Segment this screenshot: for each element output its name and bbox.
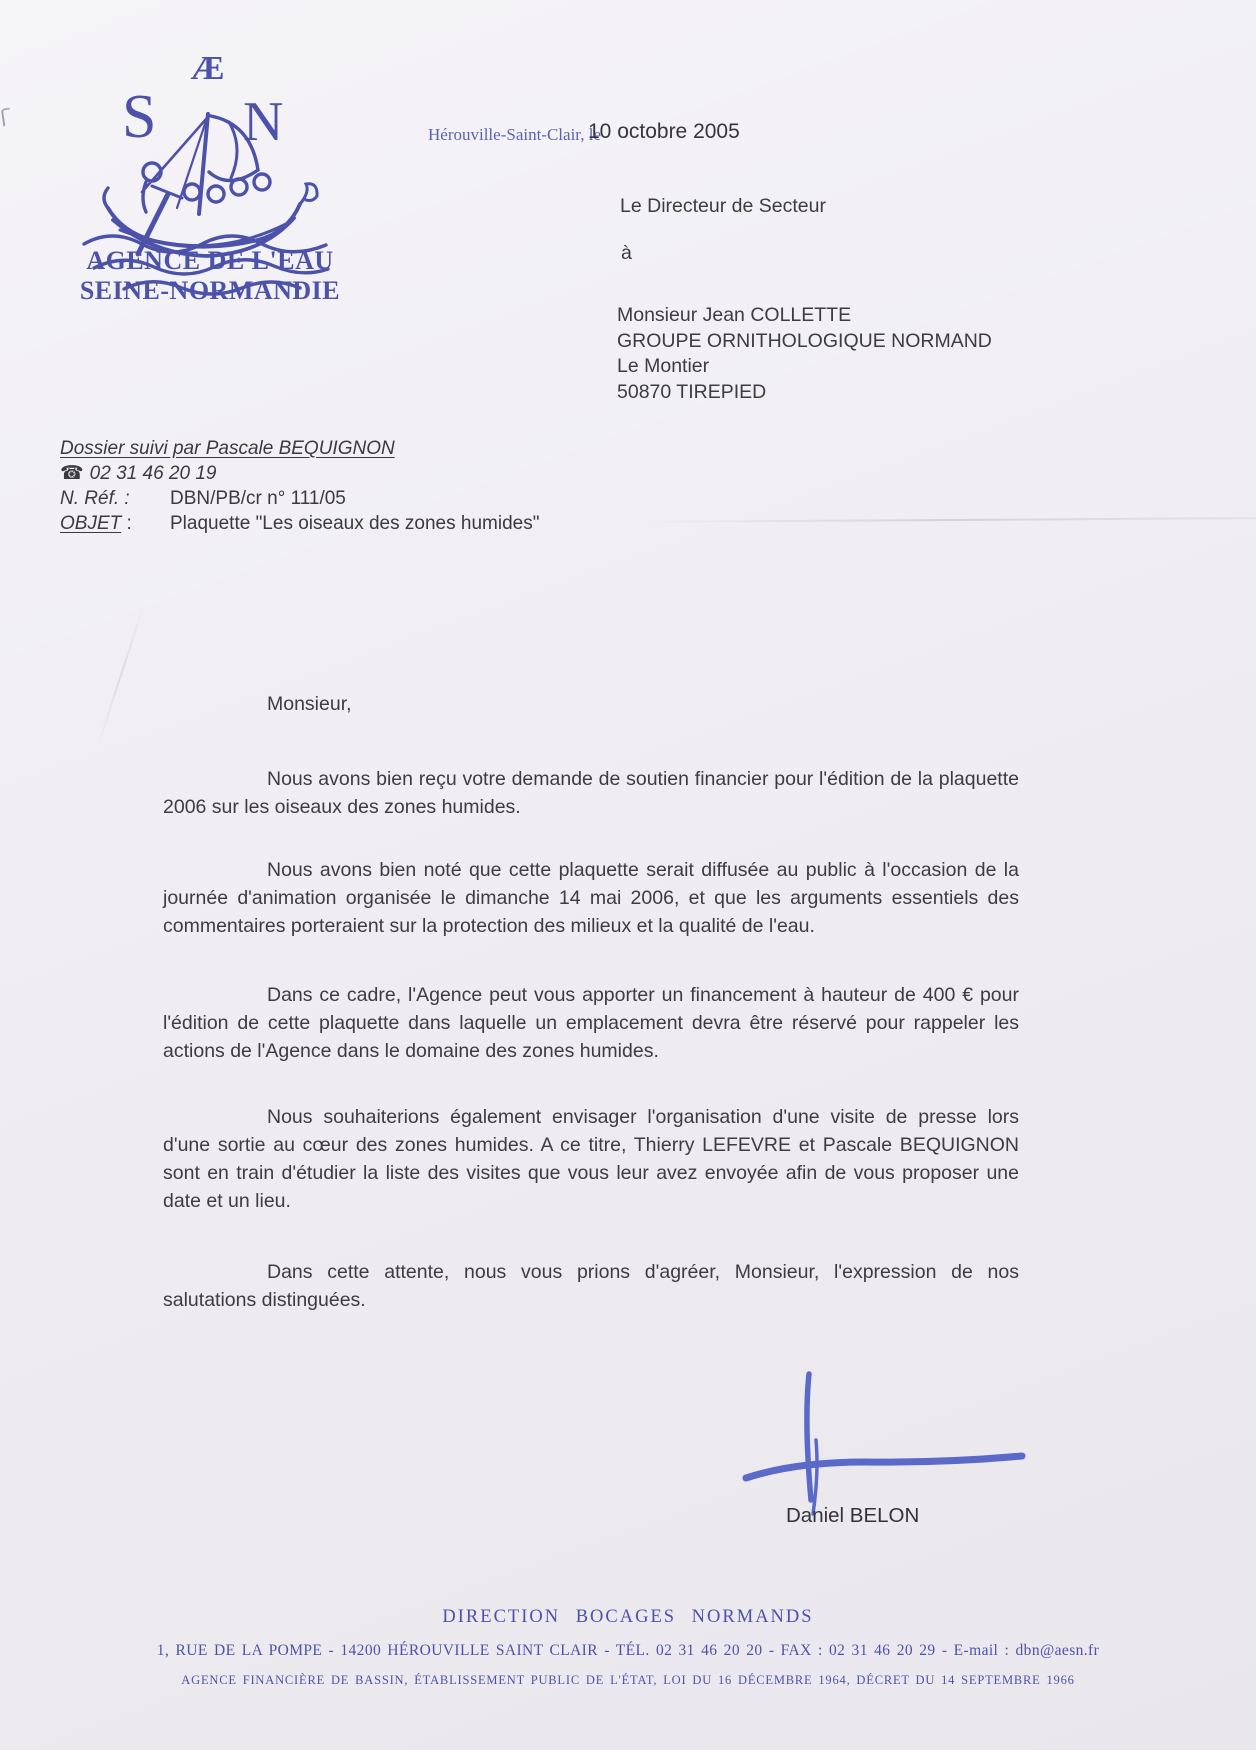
paper-crease-horizontal [635, 517, 1256, 523]
recipient-city: 50870 TIREPIED [617, 380, 767, 403]
paragraph-3: Dans ce cadre, l'Agence peut vous apporter un financement à hauteur de 400 € pour l'édition de cette plaquette dans laquelle un emplacement devra être réservé pour rappeler les actions de l'Agence dans le domaine des zones humides. [163, 984, 1019, 1062]
paragraph-4: Nous souhaiterions également envisager l'organisation d'une visite de presse lors d'une sortie au cœur des zones humides. A ce titre, Thierry LEFEVRE et Pascale BEQUIGNON sont en train d'étudier la liste des visites que vous leur avez envoyée afin de vous proposer une date et un lieu. [163, 1106, 1019, 1212]
case-handler: Dossier suivi par Pascale BEQUIGNON [60, 438, 395, 459]
letter-body [163, 690, 1019, 1314]
subject-row [60, 511, 539, 536]
case-handler-row [60, 436, 539, 461]
phone-icon: ☎ [60, 463, 84, 484]
org-name-line2: SEINE-NORMANDIE [79, 276, 341, 305]
paper-crease-diagonal [97, 603, 145, 746]
ref-label: N. Réf. : [60, 488, 130, 509]
footer-direction-line: DIRECTION BOCAGES NORMANDS [442, 1607, 814, 1627]
place-line: Hérouville-Saint-Clair, le [428, 125, 602, 144]
signatory-name: Daniel BELON [786, 1504, 920, 1527]
recipient-street: Le Montier [617, 355, 710, 377]
logo-letter-s: S [122, 83, 157, 151]
pen-scan-mark [1, 107, 12, 126]
logo-letter-ae: Æ [190, 50, 225, 87]
recipient-organization: GROUPE ORNITHOLOGIQUE NORMAND [617, 329, 992, 352]
paragraph-1: Nous avons bien reçu votre demande de soutien financier pour l'édition de la plaquette 2006 sur les oiseaux des zones humides. [163, 768, 1019, 818]
subject-label-wrap [60, 511, 170, 536]
phone-number: 02 31 46 20 19 [89, 463, 217, 484]
subject-value: Plaquette "Les oiseaux des zones humides" [170, 513, 540, 534]
phone-row [60, 461, 539, 486]
reference-block [60, 436, 539, 536]
ref-value: DBN/PB/cr n° 111/05 [170, 488, 346, 509]
footer-address-line: 1, RUE DE LA POMPE - 14200 HÉROUVILLE SAINT CLAIR - TÉL. 02 31 46 20 20 - FAX : 02 31 46 20 29 - E-mail : dbn@aesn.fr [156, 1642, 1100, 1659]
sender-title: Le Directeur de Secteur [620, 195, 826, 217]
paragraph-2: Nous avons bien noté que cette plaquette serait diffusée au public à l'occasion de la journée d'animation organisée le dimanche 14 mai 2006, et que les arguments essentiels des commentaires porteraient sur la protection des milieux et la qualité de l'eau. [163, 859, 1019, 937]
recipient-name: Monsieur Jean COLLETTE [617, 304, 852, 326]
letter-date: 10 octobre 2005 [588, 120, 740, 143]
logo-letter-n: N [243, 91, 284, 153]
org-name-line1: AGENCE DE L'EAU [86, 246, 334, 275]
recipient-address-block [617, 303, 992, 405]
paragraph-5: Dans cette attente, nous vous prions d'agréer, Monsieur, l'expression de nos salutations distinguées. [163, 1261, 1019, 1311]
salutation: Monsieur, [267, 693, 352, 715]
agency-logo [79, 48, 341, 318]
ref-number-row [60, 486, 539, 511]
subject-label: OBJET [60, 513, 122, 534]
footer-legal-line: AGENCE FINANCIÈRE DE BASSIN, ÉTABLISSEMENT PUBLIC DE L'ÉTAT, LOI DU 16 DÉCEMBRE 1964, DÉCRET DU 14 SEPTEMBRE 1966 [181, 1673, 1075, 1687]
subject-colon: : [121, 513, 132, 534]
to-word: à [621, 242, 632, 264]
